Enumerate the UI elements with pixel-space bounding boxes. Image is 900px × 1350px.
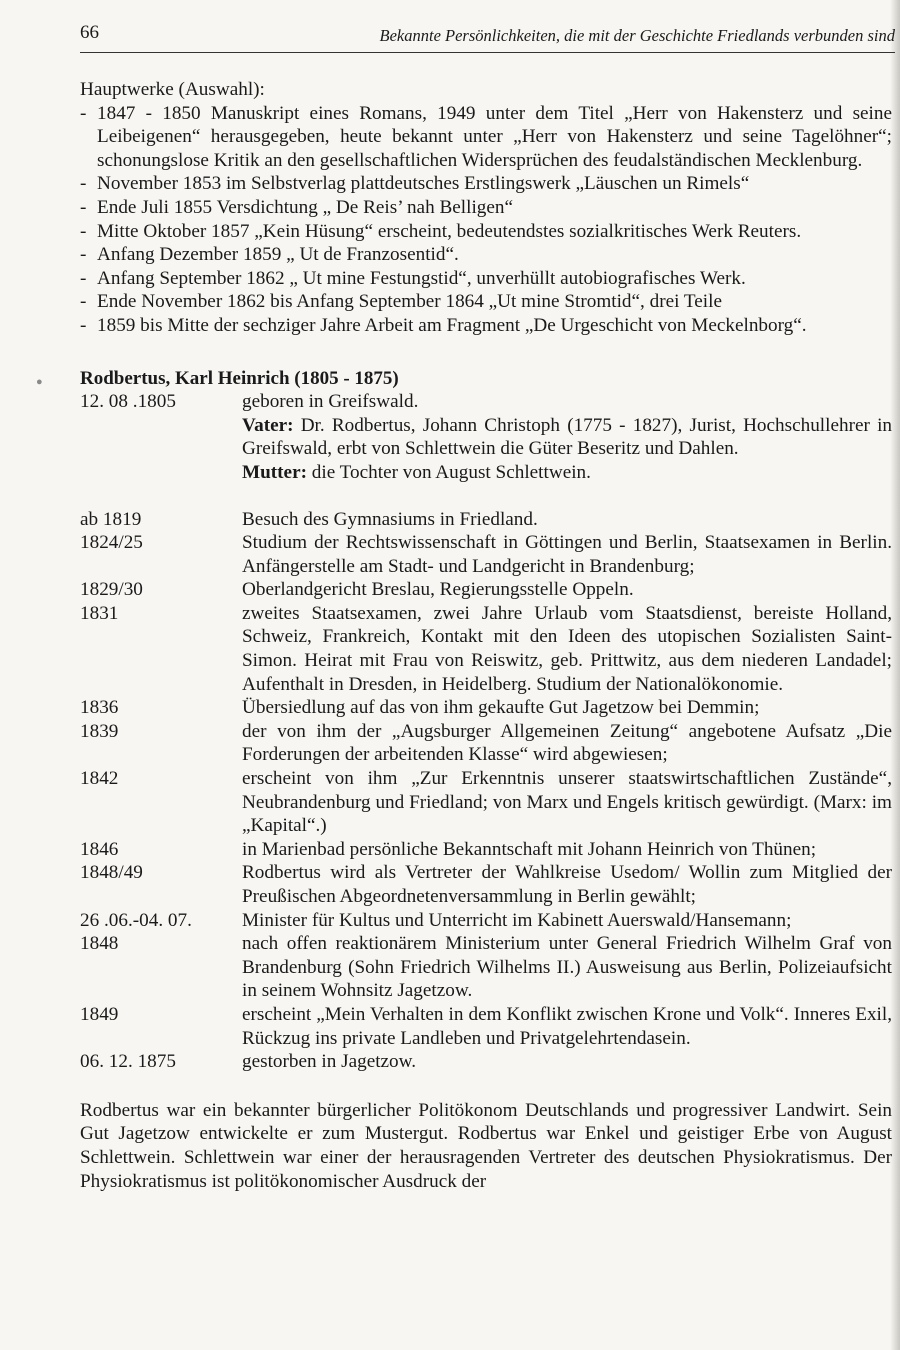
page-content [36, 78, 892, 1193]
timeline-date: 1848/49 [80, 862, 143, 884]
timeline-text: in Marienbad persönliche Bekanntschaft mit Johann Heinrich von Thünen; [242, 838, 817, 860]
mother-info [242, 461, 892, 485]
timeline-date: 12. 08 .1805 [80, 391, 176, 413]
page-header [80, 22, 895, 53]
running-title: Bekannte Persönlichkeiten, die mit der Geschichte Friedlands verbunden sind [379, 26, 895, 45]
works-list [80, 102, 892, 338]
timeline-text: Besuch des Gymnasiums in Friedland. [242, 508, 538, 530]
timeline-text: Minister für Kultus und Unterricht im Kabinett Auerswald/Hansemann; [242, 909, 792, 931]
timeline-date: 1824/25 [80, 532, 143, 554]
timeline-text: zweites Staatsexamen, zwei Jahre Urlaub vom Staatsdienst, bereiste Holland, Schweiz, Frankreich, Kontakt mit den Ideen des utopischen Sozialisten Saint-Simon. Heirat mit Frau von Reiswitz, geb. Prittwitz, aus dem niederen Landadel; Aufenthalt in Dresden, in Heidelberg. Studium der Nationalökonomie. [242, 602, 892, 695]
timeline-text: nach offen reaktionärem Ministerium unter General Friedrich Wilhelm Graf von Brandenburg (Sohn Friedrich Wilhelms II.) Ausweisung aus Berlin, Polizeiaufsicht in seinem Wohnsitz Jagetzow. [242, 933, 892, 1002]
works-heading: Hauptwerke (Auswahl): [80, 79, 265, 100]
work-item: - Mitte Oktober 1857 „Kein Hüsung“ erscheint, bedeutendstes sozialkritisches Werk Reuters. [80, 220, 892, 244]
timeline-row [80, 1003, 892, 1050]
timeline-row [80, 767, 892, 838]
bio-timeline [80, 390, 892, 1074]
birth-text: geboren in Greifswald. [242, 391, 419, 413]
margin-mark-icon: ● [36, 375, 43, 388]
timeline-text: Übersiedlung auf das von ihm gekaufte Gut Jagetzow bei Demmin; [242, 697, 760, 719]
timeline-date: 1842 [80, 768, 119, 790]
timeline-row [80, 508, 892, 532]
timeline-text: Rodbertus wird als Vertreter der Wahlkreise Usedom/ Wollin zum Mitglied der Preußischen Abgeordnetenversammlung in Berlin gewählt; [242, 862, 892, 907]
timeline-row-birth [80, 390, 892, 484]
timeline-row [80, 531, 892, 578]
timeline-row [80, 909, 892, 933]
timeline-date: 06. 12. 1875 [80, 1051, 176, 1073]
timeline-date: 1849 [80, 1003, 119, 1025]
timeline-text: erscheint „Mein Verhalten in dem Konflikt zwischen Krone und Volk“. Inneres Exil, Rückzug ins private Landleben und Privatgelehrtendasein. [242, 1003, 892, 1049]
timeline-row [80, 696, 892, 720]
timeline-text: Studium der Rechtswissenschaft in Göttingen und Berlin, Staatsexamen in Berlin. Anfängerstelle am Stadt- und Landgericht in Brandenburg; [242, 532, 892, 577]
timeline-date: ab 1819 [80, 508, 142, 530]
timeline-text: der von ihm der „Augsburger Allgemeinen Zeitung“ angebotene Aufsatz „Die Forderungen der arbeitenden Klasse“ wird abgewiesen; [242, 720, 892, 766]
page-number: 66 [80, 22, 99, 43]
timeline-row [80, 602, 892, 696]
work-item: - 1859 bis Mitte der sechziger Jahre Arbeit am Fragment „De Urgeschicht von Meckelnborg“. [80, 314, 892, 338]
work-item: - Anfang Dezember 1859 „ Ut de Franzosentid“. [80, 243, 892, 267]
timeline-date: 1839 [80, 720, 119, 742]
timeline-text: gestorben in Jagetzow. [242, 1051, 417, 1073]
timeline-row [80, 720, 892, 767]
timeline-date: 1836 [80, 697, 119, 719]
timeline-row [80, 1050, 892, 1074]
timeline-text [242, 390, 892, 484]
work-item: - 1847 - 1850 Manuskript eines Romans, 1949 unter dem Titel „Herr von Hakensterz und seine Leibeigenen“ herausgegeben, heute bekannt unter „Herr von Hakensterz und seine Tagelöhner“; schonungslose Kritik an den gesellschaftlichen Widersprüchen des feudalständischen Mecklenburg. [80, 102, 892, 173]
timeline-date: 1829/30 [80, 579, 143, 601]
spacer [80, 485, 892, 508]
bio-heading [36, 367, 892, 391]
timeline-text: Oberlandgericht Breslau, Regierungsstelle Oppeln. [242, 579, 634, 601]
father-label: Vater: [242, 414, 294, 436]
father-info [242, 414, 892, 461]
timeline-date: 1848 [80, 933, 119, 955]
bio-heading-text: Rodbertus, Karl Heinrich (1805 - 1875) [80, 367, 399, 389]
timeline-row [80, 838, 892, 862]
timeline-row [80, 932, 892, 1003]
mother-label: Mutter: [242, 461, 307, 483]
father-text: Dr. Rodbertus, Johann Christoph (1775 - 1827), Jurist, Hochschullehrer in Greifswald, erbt von Schlettwein die Güter Beseritz und Dahlen. [242, 414, 892, 460]
work-item: - Ende November 1862 bis Anfang September 1864 „Ut mine Stromtid“, drei Teile [80, 290, 892, 314]
work-item: - November 1853 im Selbstverlag plattdeutsches Erstlingswerk „Läuschen un Rimels“ [80, 172, 892, 196]
mother-text: die Tochter von August Schlettwein. [306, 461, 591, 483]
timeline-row [80, 861, 892, 908]
work-item: - Ende Juli 1855 Versdichtung „ De Reis’ nah Belligen“ [80, 196, 892, 220]
timeline-date: 26 .06.-04. 07. [80, 909, 192, 931]
summary-paragraph: Rodbertus war ein bekannter bürgerlicher Politökonom Deutschlands und progressiver Landwirt. Sein Gut Jagetzow entwickelte er zum Mustergut. Rodbertus war Enkel und geistiger Erbe von August Schlettwein. Schlettwein war einer der herausragenden Vertreter des deutschen Physiokratismus. Der Physiokratismus ist politökonomischer Ausdruck der [80, 1099, 892, 1192]
work-item: - Anfang September 1862 „ Ut mine Festungstid“, unverhüllt autobiografisches Werk. [80, 267, 892, 291]
timeline-text: erscheint von ihm „Zur Erkenntnis unserer staatswirtschaftlichen Zustände“, Neubrandenburg und Friedland; von Marx und Engels kritisch gewürdigt. (Marx: im „Kapital“.) [242, 768, 892, 837]
timeline-date: 1846 [80, 838, 119, 860]
timeline-row [80, 578, 892, 602]
timeline-date: 1831 [80, 602, 119, 624]
